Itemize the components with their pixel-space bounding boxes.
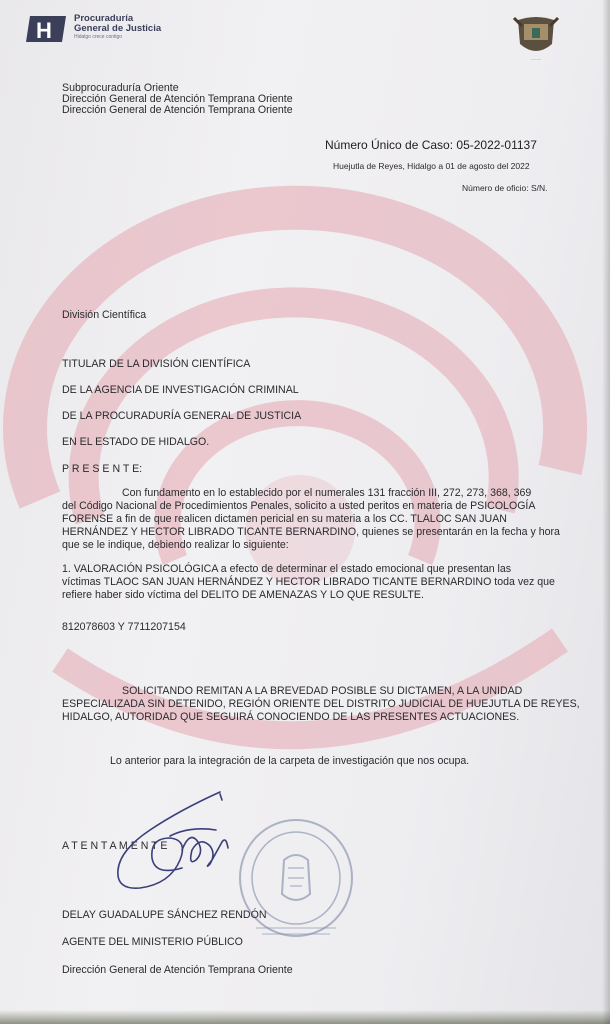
- official-seal-icon: [236, 816, 360, 944]
- item-1-line-1: 1. VALORACIÓN PSICOLÓGICA a efecto de determinar el estado emocional que presentan las: [62, 563, 512, 575]
- item-1-line-2: víctimas TLAOC SAN JUAN HERNÁNDEZ Y HECTOR LIBRADO TICANTE BERNARDINO toda vez que: [62, 576, 555, 588]
- logo-letter: H: [36, 18, 52, 43]
- item-1-line-3: refiere haber sido víctima del DELITO DE AMENAZAS Y LO QUE RESULTE.: [62, 589, 424, 601]
- request-line-2: ESPECIALIZADA SIN DETENIDO, REGIÓN ORIENTE DEL DISTRITO JUDICIAL DE HUEJUTLA DE REYES,: [62, 698, 580, 710]
- paragraph-1-line-1: Con fundamento en lo establecido por el numerales 131 fracción III, 272, 273, 368, 369: [122, 487, 532, 499]
- institution-name-line1: Procuraduría: [74, 13, 134, 24]
- paragraph-1-line-2: del Código Nacional de Procedimientos Penales, solicito a usted peritos en materia de PSICOLOGÍA: [62, 500, 536, 512]
- paragraph-1-line-4: HERNÁNDEZ Y HECTOR LIBRADO TICANTE BERNARDINO, quienes se presentarán en la fecha y hora: [62, 526, 560, 538]
- paragraph-1-line-5: que se le indique, debiendo realizar lo siguiente:: [62, 539, 289, 551]
- institution-tagline: Hidalgo crece contigo: [74, 34, 123, 40]
- crest-caption: ·········: [530, 58, 542, 62]
- paragraph-1-line-3: FORENSE a fin de que realicen dictamen pericial en su materia a los CC. TLALOC SAN JUAN: [62, 513, 507, 525]
- place-date: Huejutla de Reyes, Hidalgo a 01 de agosto del 2022: [333, 161, 530, 171]
- recipient-line-2: DE LA AGENCIA DE INVESTIGACIÓN CRIMINAL: [62, 384, 299, 396]
- oficio-number: Número de oficio: S/N.: [462, 183, 548, 193]
- institution-logo-icon: [26, 14, 68, 44]
- institution-name-line2: General de Justicia: [74, 23, 162, 34]
- recipient-line-3: DE LA PROCURADURÍA GENERAL DE JUSTICIA: [62, 410, 302, 422]
- recipient-line-1: TITULAR DE LA DIVISIÓN CIENTÍFICA: [62, 358, 251, 370]
- subprocuraduria-line: Subprocuraduría Oriente: [62, 82, 179, 94]
- request-line-1: SOLICITANDO REMITAN A LA BREVEDAD POSIBLE SU DICTAMEN, A LA UNIDAD: [122, 685, 523, 697]
- request-line-3: HIDALGO, AUTORIDAD QUE SEGUIRÁ CONOCIENDO DE LAS PRESENTES ACTUACIONES.: [62, 711, 520, 723]
- signer-title: AGENTE DEL MINISTERIO PÚBLICO: [62, 936, 243, 948]
- state-crest-icon: [512, 14, 560, 58]
- recipient-line-4: EN EL ESTADO DE HIDALGO.: [62, 436, 210, 448]
- signer-office: Dirección General de Atención Temprana Oriente: [62, 964, 293, 976]
- direccion-line-2: Dirección General de Atención Temprana Oriente: [62, 104, 293, 116]
- handwritten-signature-icon: [100, 790, 250, 900]
- institution-name: [74, 14, 161, 34]
- page-bottom-edge: [0, 1010, 610, 1024]
- division-label: División Científica: [62, 309, 147, 321]
- direccion-line-1: Dirección General de Atención Temprana Oriente: [62, 93, 293, 105]
- phone-numbers: 812078603 Y 7711207154: [62, 621, 186, 633]
- case-number: Número Único de Caso: 05-2022-01137: [325, 138, 537, 152]
- atentamente-label: A T E N T A M E N T E: [62, 840, 168, 852]
- signer-name: DELAY GUADALUPE SÁNCHEZ RENDÓN: [62, 909, 267, 921]
- presente-label: P R E S E N T E:: [62, 463, 143, 475]
- closing-sentence: Lo anterior para la integración de la carpeta de investigación que nos ocupa.: [110, 755, 470, 767]
- page-edge-shadow: [602, 0, 610, 1024]
